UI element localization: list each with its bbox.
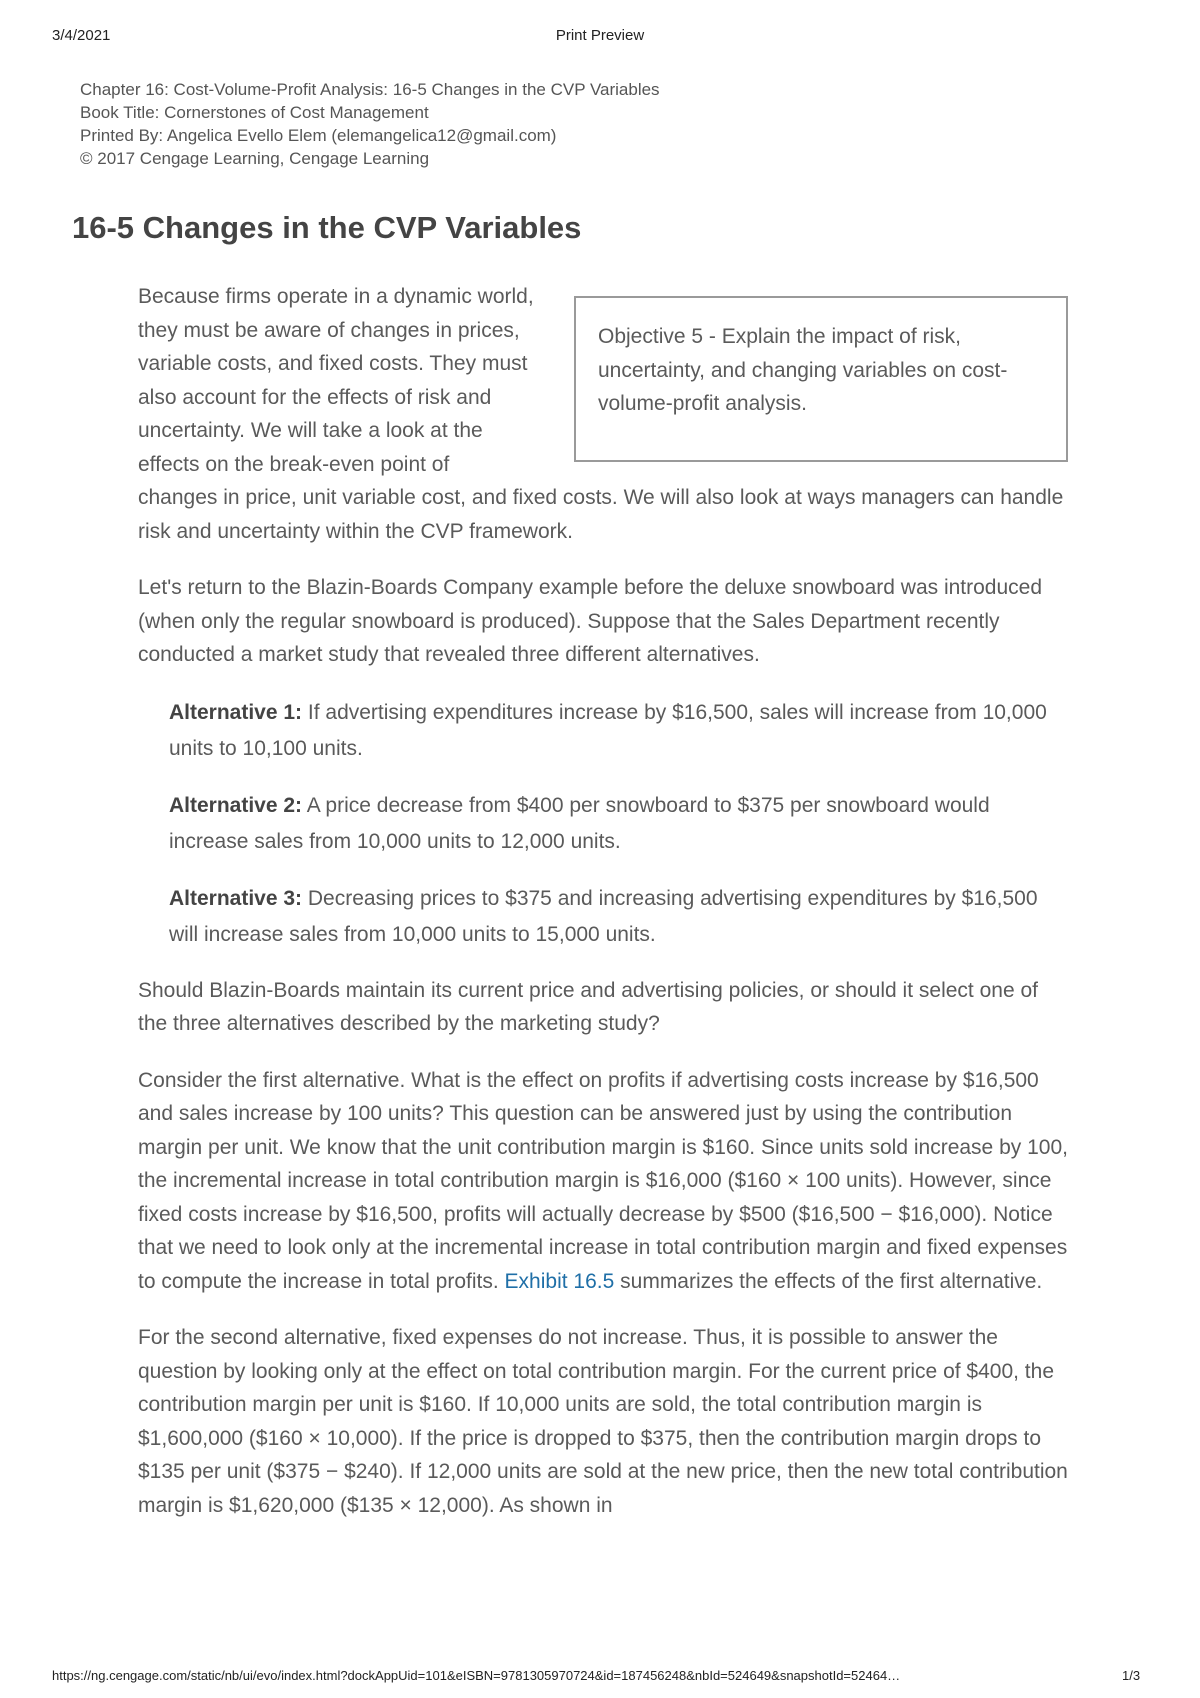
intro-paragraph: Because firms operate in a dynamic world, they must be aware of changes in prices, variable costs, and fixed costs. They must also account for the effects of risk and uncertainty. We will take a look at the effects on the break-even point of changes in price, unit variable cost, and fixed costs. We will also look at ways managers can handle risk and uncertainty within the CVP framework. — [138, 285, 1064, 543]
citation-book-title: Book Title: Cornerstones of Cost Management — [80, 103, 429, 122]
alternative-2-text: A price decrease from $400 per snowboard to $375 per snowboard would increase sales from 10,000 units to 12,000 units. — [169, 793, 990, 853]
second-alternative-paragraph: For the second alternative, fixed expenses do not increase. Thus, it is possible to answer the question by looking only at the effect on total contribution margin. For the current price of $400, the contribution margin per unit is $160. If 10,000 units are sold, the total contribution margin is $1,600,000 ($160 × 10,000). If the price is dropped to $375, then the contribution margin drops to $135 per unit ($375 − $240). If 12,000 units are sold at the new price, then the new total contribution margin is $1,620,000 ($135 × 12,000). As shown in — [138, 1326, 1068, 1517]
page-number: 1/3 — [1122, 1668, 1141, 1683]
alternative-1-text: If advertising expenditures increase by $16,500, sales will increase from 10,000 units to 10,100 units. — [169, 700, 1047, 760]
footer-url: https://ng.cengage.com/static/nb/ui/evo/index.html?dockAppUid=101&eISBN=9781305970724&id=187456248&nbId=524649&snapshotId=52464… — [52, 1668, 901, 1683]
alternative-3-text: Decreasing prices to $375 and increasing advertising expenditures by $16,500 will increase sales from 10,000 units to 15,000 units. — [169, 886, 1038, 946]
alternative-2-label: Alternative 2: — [169, 793, 303, 817]
alternative-3 — [169, 881, 1068, 953]
citation-chapter: Chapter 16: Cost-Volume-Profit Analysis: 16-5 Changes in the CVP Variables — [80, 80, 660, 99]
citation-block — [80, 78, 660, 170]
print-date: 3/4/2021 — [52, 27, 111, 44]
first-alternative-text: Consider the first alternative. What is the effect on profits if advertising costs increase by $16,500 and sales increase by 100 units? This question can be answered just by using the contribution margin per unit. We know that the unit contribution margin is $160. Since units sold increase by 100, the incremental increase in total contribution margin is $16,000 ($160 × 100 units). However, since fixed costs increase by $16,500, profits will actually decrease by $500 ($16,500 − $16,000). Notice that we need to look only at the incremental increase in total contribution margin and fixed expenses to compute the increase in total profits. — [138, 1068, 1068, 1293]
alternative-1-label: Alternative 1: — [169, 700, 303, 724]
exhibit-16-5-link[interactable]: Exhibit 16.5 — [504, 1269, 615, 1293]
first-alternative-paragraph — [138, 1064, 1068, 1299]
question-paragraph: Should Blazin-Boards maintain its current price and advertising policies, or should it select one of the three alternatives described by the marketing study? — [138, 978, 1038, 1035]
citation-printed-by: Printed By: Angelica Evello Elem (elemangelica12@gmail.com) — [80, 126, 557, 145]
blazin-boards-paragraph: Let's return to the Blazin-Boards Company example before the deluxe snowboard was introduced (when only the regular snowboard is produced). Suppose that the Sales Department recently conducted a market study that revealed three different alternatives. — [138, 576, 1043, 666]
objective-box: Objective 5 - Explain the impact of risk, uncertainty, and changing variables on cost-volume-profit analysis. — [574, 296, 1068, 462]
alternative-2 — [169, 788, 1068, 860]
print-preview-title: Print Preview — [555, 27, 645, 44]
article-body — [138, 280, 1068, 1545]
alternative-3-label: Alternative 3: — [169, 886, 303, 910]
page-title: 16-5 Changes in the CVP Variables — [72, 210, 582, 245]
alternative-1 — [169, 695, 1068, 767]
first-alternative-text-end: summarizes the effects of the first alternative. — [620, 1269, 1043, 1293]
citation-copyright: © 2017 Cengage Learning, Cengage Learning — [80, 149, 430, 168]
